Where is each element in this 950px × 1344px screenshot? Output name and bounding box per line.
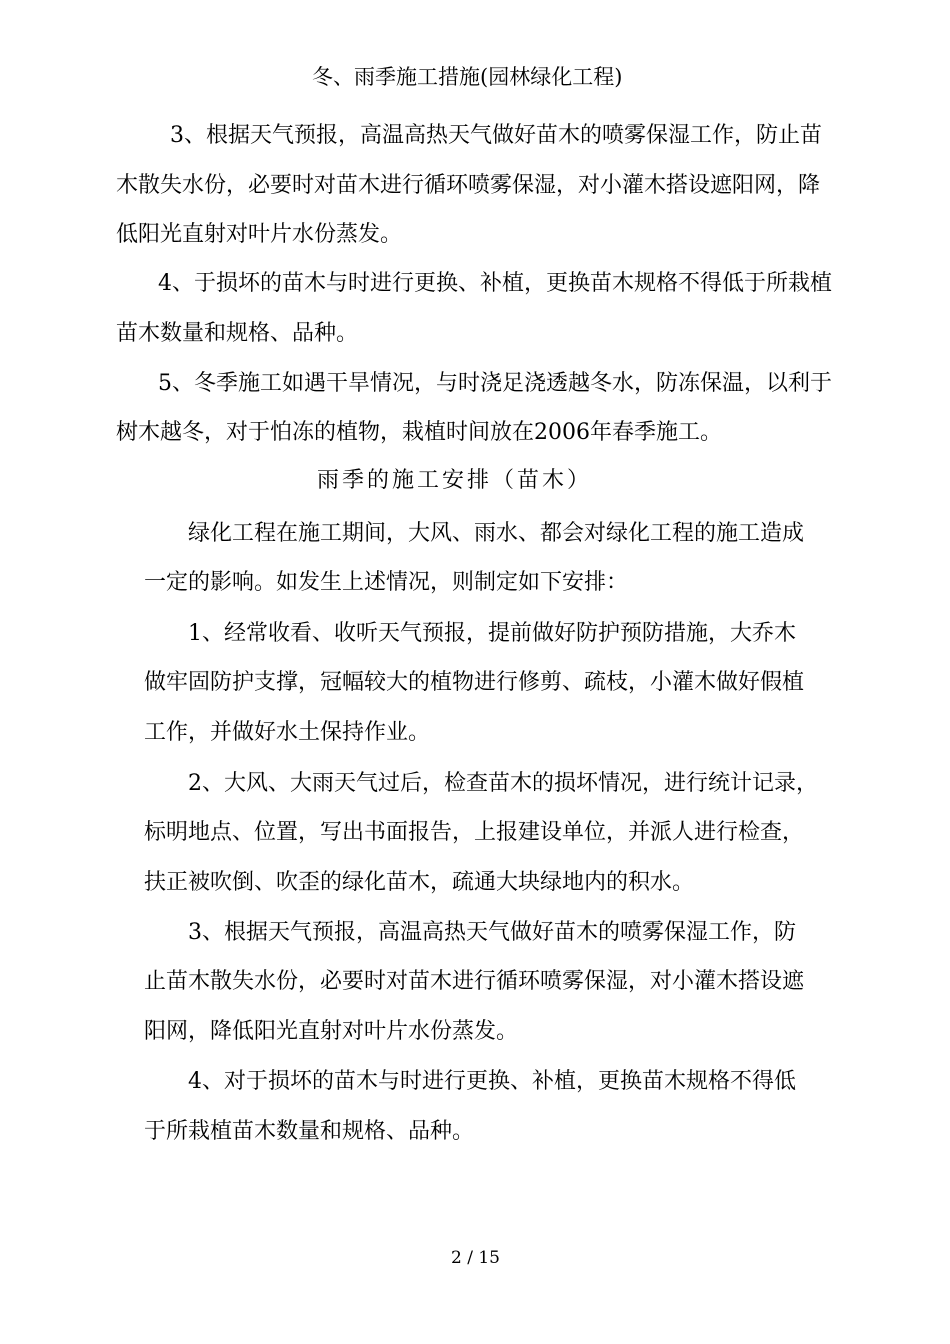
- paragraph-line: 1、经常收看、收听天气预报，提前做好防护预防措施，大乔木: [188, 621, 796, 646]
- paragraph-line: 4、对于损坏的苗木与时进行更换、补植，更换苗木规格不得低: [188, 1069, 796, 1094]
- paragraph-line: 3、根据天气预报，高温高热天气做好苗木的喷雾保湿工作，防止苗: [170, 123, 822, 148]
- paragraph-line: 3、根据天气预报，高温高热天气做好苗木的喷雾保湿工作，防: [188, 920, 796, 945]
- paragraph-line: 2、大风、大雨天气过后，检查苗木的损坏情况，进行统计记录，: [188, 771, 818, 796]
- paragraph-line: 绿化工程在施工期间，大风、雨水、都会对绿化工程的施工造成: [188, 521, 805, 546]
- paragraph-line: 4、于损坏的苗木与时进行更换、补植，更换苗木规格不得低于所栽植: [158, 271, 832, 296]
- paragraph-line: 阳网，降低阳光直射对叶片水份蒸发。: [144, 1019, 519, 1044]
- paragraph-line: 扶正被吹倒、吹歪的绿化苗木，疏通大块绿地内的积水。: [144, 870, 695, 895]
- paragraph-line: 5、冬季施工如遇干旱情况，与时浇足浇透越冬水，防冻保温，以利于: [158, 371, 832, 396]
- paragraph-line: 于所栽植苗木数量和规格、品种。: [144, 1119, 475, 1144]
- paragraph-line: 低阳光直射对叶片水份蒸发。: [116, 222, 403, 247]
- page-header-title: 冬、雨季施工措施(园林绿化工程): [312, 65, 623, 89]
- paragraph-line: 苗木数量和规格、品种。: [116, 321, 359, 346]
- page-number: 2 / 15: [451, 1248, 500, 1268]
- paragraph-line: 一定的影响。如发生上述情况，则制定如下安排：: [144, 570, 629, 595]
- paragraph-line: 标明地点、位置，写出书面报告，上报建设单位，并派人进行检查，: [144, 820, 805, 845]
- paragraph-line: 树木越冬，对于怕冻的植物，栽植时间放在2006年春季施工。: [116, 420, 722, 445]
- paragraph-line: 木散失水份，必要时对苗木进行循环喷雾保湿，对小灌木搭设遮阳网，降: [116, 173, 821, 198]
- paragraph-line: 做牢固防护支撑，冠幅较大的植物进行修剪、疏枝，小灌木做好假植: [144, 670, 805, 695]
- paragraph-line: 工作，并做好水土保持作业。: [144, 720, 431, 745]
- section-title: 雨季的施工安排（苗木）: [317, 468, 593, 493]
- paragraph-line: 止苗木散失水份，必要时对苗木进行循环喷雾保湿，对小灌木搭设遮: [144, 969, 805, 994]
